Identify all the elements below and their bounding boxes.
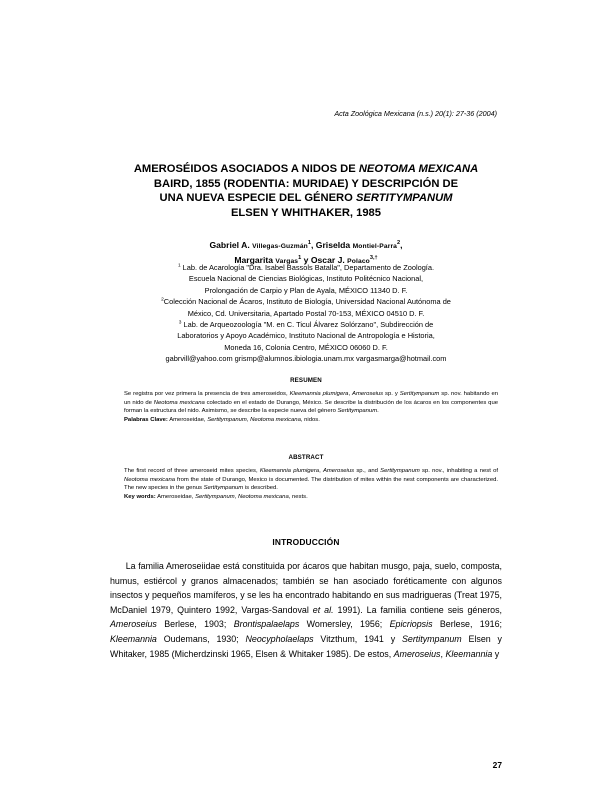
author-affil-mark: 1 [298, 254, 302, 261]
species-name: Neotoma mexicana [250, 416, 301, 423]
title-genus: SERTITYMPANUM [355, 192, 453, 204]
keywords-label: Palabras Clave: [124, 416, 168, 423]
genus-name: Neocypholaelaps [245, 633, 314, 644]
species-name: Ameroseius [322, 468, 355, 474]
text-run: sp. nov. habitando en un nido de [124, 391, 498, 406]
species-name: Kleemannia plumigera [289, 391, 349, 397]
species-name: Neotoma mexicana [124, 476, 176, 483]
author-first-name: Gabriel A. [209, 240, 253, 250]
affil-text: Lab. de Acarología "Dra. Isabel Bassols Batalla", Departamento de Zoología. [180, 263, 435, 272]
journal-citation: Acta Zoológica Mexicana (n.s.) 20(1): 27-36 (2004) [334, 109, 497, 118]
title-line-3 [110, 191, 502, 206]
affil-mark: 1 [177, 263, 181, 269]
abstract-text [124, 467, 498, 501]
keywords-label: Key words: [124, 493, 156, 500]
text-run: . [377, 408, 379, 415]
affil-text: Escuela Nacional de Ciencias Biológicas, Instituto Politécnico Nacional, [188, 274, 424, 284]
affil-text: México, Cd. Universitaria, Apartado Postal 70-153, MÉXICO 04510 D. F. [187, 308, 425, 318]
genus-name: Kleemannia [445, 648, 493, 659]
text-run: sp. nov., inhabiting a nest of [419, 468, 498, 474]
title-text: UNA NUEVA ESPECIE DEL GÉNERO [159, 192, 356, 204]
introduction-paragraph [110, 559, 502, 661]
affil-mark: 3 [178, 320, 182, 326]
text-run: colectado en el estado de Durango, México. Se describe la distribución de los ácaros en los componentes que forman la estructura del nido. Asimismo, se describe la especie nueva del género [124, 399, 498, 415]
text-run: , [234, 493, 238, 500]
introduction-heading: INTRODUCCIÓN [272, 537, 340, 547]
text-run: , nidos. [300, 416, 320, 423]
author-affil-mark: 1 [307, 240, 311, 247]
text-run: sp. y [383, 391, 400, 397]
affiliation-line [110, 342, 502, 353]
page-number: 27 [492, 760, 502, 770]
affiliation-line [110, 330, 502, 341]
text-run: Womersley, 1956; [299, 619, 390, 630]
affiliation-line [110, 296, 502, 307]
affiliation-line [110, 273, 502, 284]
text-run: Elsen y Whitaker, 1985 (Micherdzinski 1965, Elsen & Whitaker 1985). De estos, [110, 633, 502, 659]
species-name: Sertitympanum [195, 493, 235, 500]
author-surname: Montiel-Parra [352, 243, 398, 250]
text-run: 1991). La familia contiene seis géneros, [333, 604, 502, 615]
text-run: Se registra por vez primera la presencia de tres ameroseidos, [124, 391, 290, 397]
affil-mark: 2 [161, 297, 164, 303]
abstract-heading: ABSTRACT [288, 454, 324, 461]
genus-name: Epicriopsis [389, 619, 433, 630]
et-al: et al. [312, 604, 334, 615]
species-name: Sertitympanum [337, 408, 378, 415]
text-run: Vitzthum, 1941 y [313, 633, 402, 644]
affil-text: Colección Nacional de Ácaros, Instituto de Biología, Universidad Nacional Autónoma de [163, 297, 451, 307]
text-run: , [246, 416, 251, 423]
author-line-1 [110, 239, 502, 254]
affil-text: Moneda 16, Colonia Centro, MÉXICO 06060 D. F. [224, 342, 388, 352]
species-name: Neotoma mexicana [237, 493, 289, 500]
resumen-heading: RESUMEN [290, 377, 322, 384]
email-list: gabrvill@yahoo.com grismp@alumnos.ibiologia.unam.mx vargasmarga@hotmail.com [165, 354, 447, 364]
species-name: Sertitympanum [207, 416, 247, 423]
species-name: Sertitympanum [203, 485, 244, 492]
author-emails [110, 353, 502, 364]
species-name: Sertitympanum [380, 468, 420, 474]
author-surname: Villegas-Guzmán [252, 243, 308, 250]
affiliation-line [110, 319, 502, 330]
genus-name: Kleemannia [110, 633, 157, 644]
author-first-name: , Griselda [311, 240, 353, 250]
paper-title [110, 162, 502, 220]
species-name: Neotoma mexicana [153, 399, 205, 406]
author-affil-mark: 3,† [369, 254, 378, 261]
text-run: Berlese, 1916; [432, 619, 502, 630]
author-first-name: Margarita [234, 254, 276, 265]
text-run: , [440, 648, 446, 659]
title-species: NEOTOMA MEXICANA [358, 163, 479, 175]
genus-name: Sertitympanum [401, 633, 462, 644]
affiliation-line [110, 308, 502, 319]
author-separator: , [400, 240, 403, 250]
text-run: sp., and [354, 468, 381, 474]
title-line-1 [110, 162, 502, 177]
text-run: La familia Ameroseiidae está constituida por ácaros que habitan musgo, paja, suelo, composta, humus, estiércol y granos almacenados; también se han asociado foréticamente con algunos insectos y pequeños mamíferos, y se les ha encontrado habitando en sus madrigueras (Treat 1975, McDaniel 1979, Quintero 1992, Vargas-Sandoval [110, 561, 503, 615]
title-text: AMEROSÉIDOS ASOCIADOS A NIDOS DE [133, 163, 359, 175]
author-first-name: y Oscar J. [301, 254, 348, 265]
text-run: , [319, 468, 323, 474]
species-name: Sertitympanum [399, 391, 440, 397]
affil-text: Lab. de Arqueozoología "M. en C. Ticul Álvarez Solórzano", Subdirección de [181, 320, 434, 330]
text-run: is described. [243, 485, 278, 492]
affil-text: Laboratorios y Apoyo Académico, Instituto Nacional de Antropología e Historia, [177, 331, 435, 341]
affiliations [110, 262, 502, 365]
author-surname: Vargas [275, 257, 299, 265]
genus-name: Brontispalaelaps [233, 619, 300, 630]
text-run: Ameroseidae, [167, 416, 208, 423]
affil-text: Prolongación de Carpio y Plan de Ayala, MÉXICO 11340 D. F. [204, 285, 408, 295]
genus-name: Ameroseius [393, 648, 441, 659]
text-run: from the state of Durango, Mexico is documented. The distribution of mites within the nest components are characterized. The new species in the genus [124, 476, 499, 492]
text-run: Oudemans, 1930; [156, 633, 246, 644]
species-name: Ameroseius [352, 391, 384, 397]
affiliation-line [110, 262, 502, 273]
text-run: y [492, 648, 500, 659]
author-surname: Polaco [347, 257, 370, 265]
genus-name: Ameroseius [110, 619, 157, 630]
affiliation-line [110, 285, 502, 296]
author-affil-mark: 2 [397, 240, 401, 247]
species-name: Kleemannia plumigera [259, 468, 320, 474]
title-line-4: ELSEN Y WHITHAKER, 1985 [230, 206, 382, 219]
text-run: , [348, 391, 353, 397]
title-line-2: BAIRD, 1855 (RODENTIA: MURIDAE) Y DESCRIPCIÓN DE [153, 177, 459, 190]
text-run: Berlese, 1903; [156, 619, 234, 630]
text-run: The first record of three ameroseid mites species, [124, 468, 260, 474]
resumen-text [124, 390, 498, 424]
text-run: Ameroseidae, [155, 493, 196, 500]
text-run: , nests. [288, 493, 308, 500]
